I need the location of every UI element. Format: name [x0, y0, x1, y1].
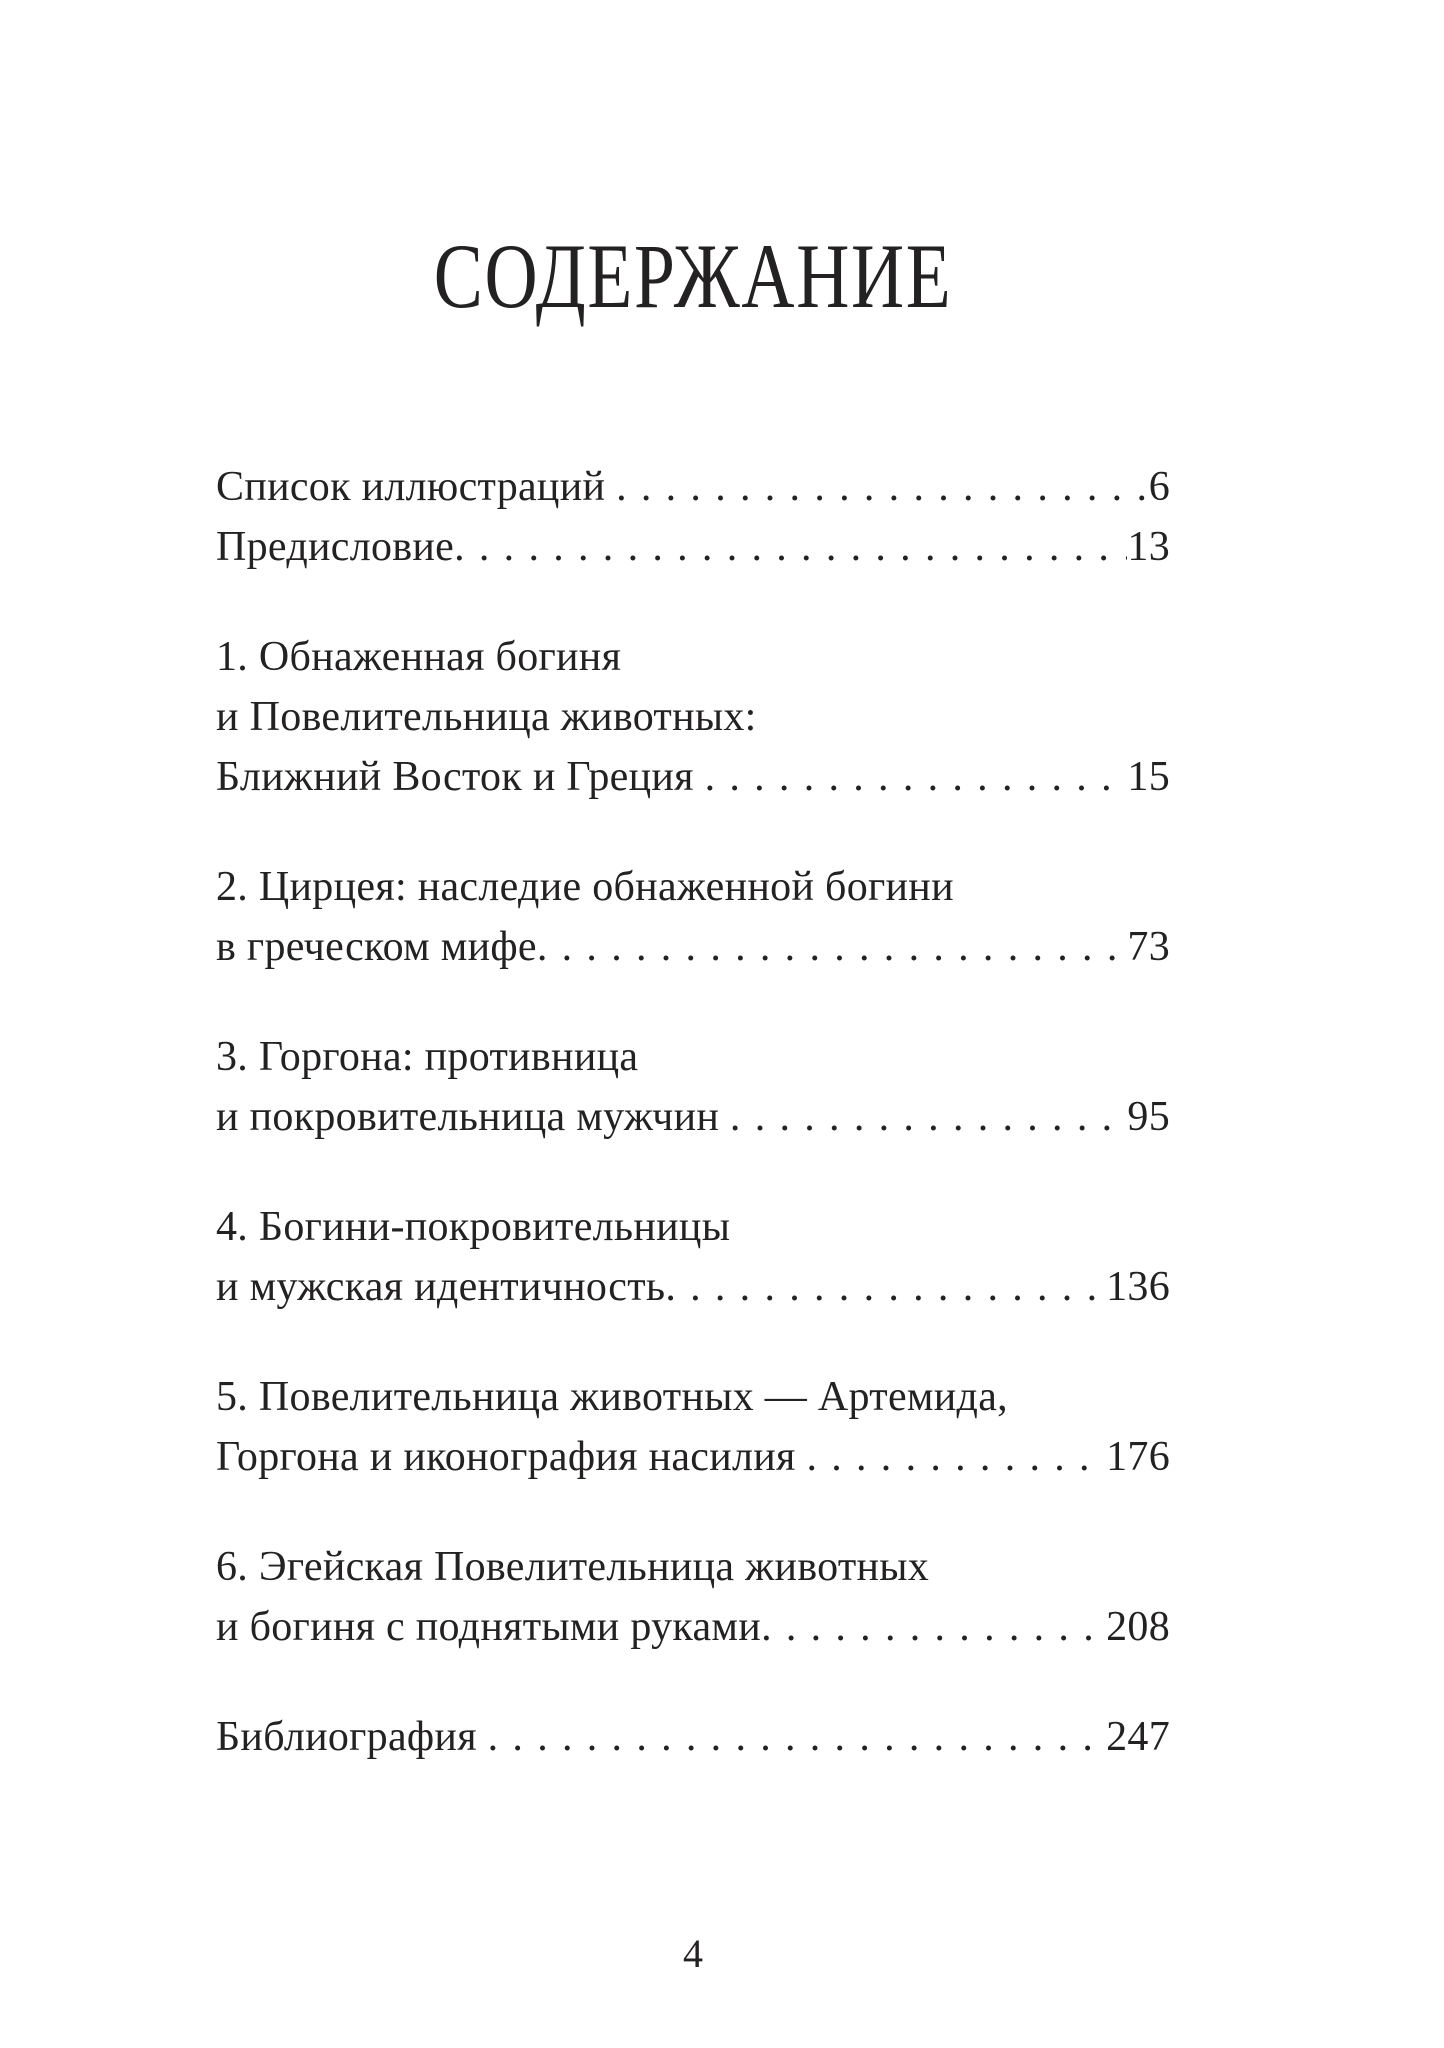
page-title: СОДЕРЖАНИЕ	[433, 225, 953, 327]
dot-leader	[761, 1597, 1106, 1657]
toc-page-number: 15	[1127, 753, 1170, 800]
toc-line	[216, 1257, 1170, 1317]
folio-page-number: 4	[683, 1931, 703, 1976]
toc-page-number: 13	[1127, 523, 1170, 570]
toc-line-text: и богиня с поднятыми руками	[216, 1603, 762, 1650]
toc-line: 3. Горгона: противница	[216, 1033, 639, 1080]
toc-entry	[216, 517, 1170, 577]
toc-page-number: 247	[1106, 1713, 1170, 1760]
dot-leader	[488, 1707, 1106, 1767]
dot-leader	[454, 517, 1127, 577]
toc-line: 5. Повелительница животных — Артемида,	[216, 1373, 1008, 1420]
dot-leader	[730, 1087, 1127, 1147]
toc-line	[216, 517, 1170, 577]
toc-line: 1. Обнаженная богиня	[216, 633, 622, 680]
dot-leader	[806, 1427, 1106, 1487]
toc-line-text: и мужская идентичность	[216, 1263, 666, 1310]
toc-page-number: 136	[1106, 1263, 1170, 1310]
page-title-block	[216, 225, 1170, 327]
toc-line	[216, 747, 1170, 807]
toc-entry	[216, 1027, 1170, 1147]
toc-page-number: 95	[1127, 1093, 1170, 1140]
toc-entry	[216, 857, 1170, 977]
toc-line: 2. Цирцея: наследие обнаженной богини	[216, 863, 954, 910]
toc-line	[216, 917, 1170, 977]
toc-page-number: 73	[1127, 923, 1170, 970]
toc-line-text: и покровительница мужчин	[216, 1093, 730, 1140]
toc-line: 6. Эгейская Повелительница животных	[216, 1543, 930, 1590]
toc-line-text: Предисловие	[216, 523, 455, 570]
toc-line: и Повелительница животных:	[216, 693, 757, 740]
toc-entry	[216, 457, 1170, 517]
dot-leader	[616, 457, 1149, 517]
toc-line-text: Библиография	[216, 1713, 488, 1760]
toc-line-text: Список иллюстраций	[216, 463, 617, 510]
toc-line	[216, 1427, 1170, 1487]
toc-page-number: 6	[1148, 463, 1170, 510]
toc-line-text: Горгона и иконография насилия	[216, 1433, 807, 1480]
toc-line	[216, 457, 1170, 517]
toc-entry	[216, 1367, 1170, 1487]
table-of-contents	[216, 457, 1170, 1767]
toc-entry	[216, 1537, 1170, 1657]
toc-line	[216, 1707, 1170, 1767]
toc-entry	[216, 1197, 1170, 1317]
toc-page-number: 208	[1106, 1603, 1170, 1650]
dot-leader	[537, 917, 1128, 977]
dot-leader	[705, 747, 1128, 807]
toc-entry	[216, 1707, 1170, 1767]
toc-line	[216, 1597, 1170, 1657]
dot-leader	[665, 1257, 1106, 1317]
toc-line	[216, 1087, 1170, 1147]
toc-line: 4. Богини-покровительницы	[216, 1203, 731, 1250]
toc-entry	[216, 627, 1170, 807]
toc-line-text: Ближний Восток и Греция	[216, 753, 705, 800]
toc-line-text: в греческом мифе	[216, 923, 537, 970]
toc-page-number: 176	[1106, 1433, 1170, 1480]
